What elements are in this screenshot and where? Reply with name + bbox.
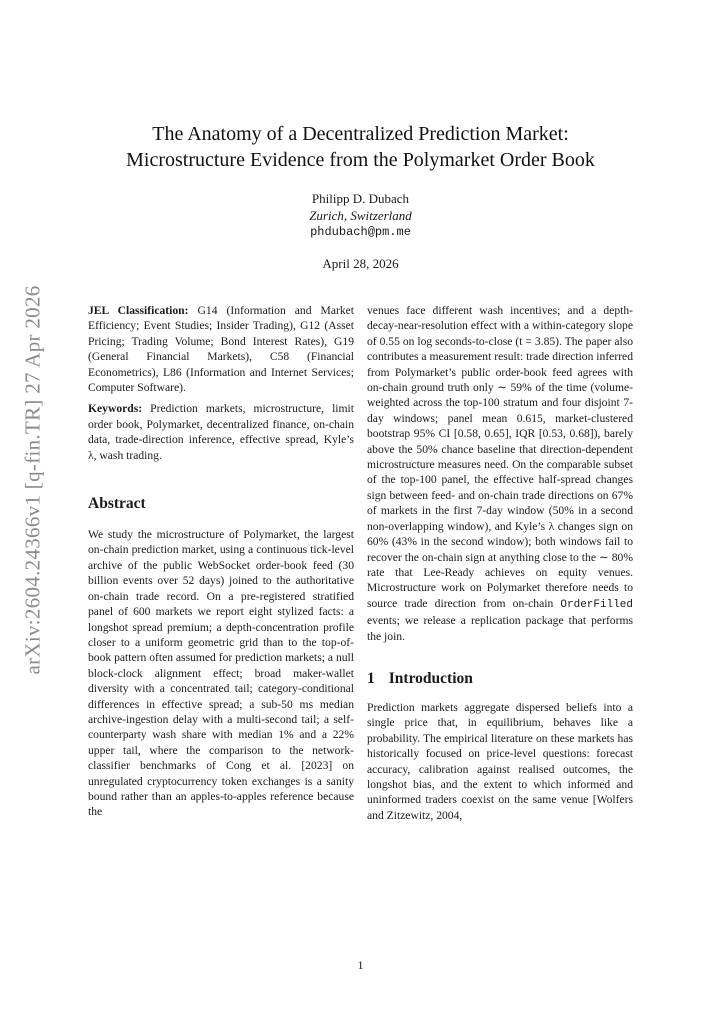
introduction-text: Prediction markets aggregate dispersed beliefs into a single price that, in equilibrium, behaves like a probability. The empirical literature on these markets has historically focused on price-level questions: forecast accuracy, calibration against realised outcomes, the longshot bias, and the extent to which informed and uninformed traders coexist on the same venue [Wolfers and Zitzewitz, 2004, [367,700,633,822]
author-affiliation: Zurich, Switzerland [309,208,412,223]
right-column [367,303,633,823]
section-number: 1 [367,669,375,687]
keywords-label: Keywords: [88,402,143,416]
arxiv-identifier: arXiv:2604.24366v1 [q-fin.TR] 27 Apr 2026 [20,285,45,675]
page-number: 1 [357,958,364,972]
paper-date: April 28, 2026 [322,256,399,271]
abstract-closing: events; we release a replication package that performs the join. [367,614,633,643]
jel-text: G14 (Information and Market Efficiency; Event Studies; Insider Trading), G12 (Asset Pricing; Trading Volume; Bond Interest Rates), G19 (General Financial Markets), C58 (Financial Econometrics), L86 (Information and Internet Services; Computer Software). [88,304,355,395]
abstract-text-left: We study the microstructure of Polymarket, the largest on-chain prediction market, using a continuous tick-level archive of the public WebSocket order-book feed (30 billion events over 52 days) joined to the authoritative on-chain trade record. On a pre-registered stratified panel of 600 markets we report eight stylized facts: a longshot spread premium; a depth-concentration profile closer to a uniform geometric grid than to the top-of-book pattern often assumed for prediction markets; a null block-clock alignment effect; broad maker-wallet diversity with a concentrated tail; category-conditional differences in effective spread; a sub-50 ms median archive-ingestion delay with a multi-second tail; a self-counterparty wash share with median 1% and a 22% upper tail, where the comparison to the network-classifier benchmarks of Cong et al. [2023] on unregulated cryptocurrency token exchanges is a sanity bound rather than an apples-to-apples reference because the [88,528,354,819]
keywords-text: Prediction markets, microstructure, limit order book, Polymarket, decentralized finance, on-chain data, trade-direction inference, effective spread, Kyle’s λ, wash trading. [88,402,354,462]
orderfilled-code: OrderFilled [560,598,634,611]
keywords [88,401,354,463]
left-column [88,303,354,820]
author-block [80,190,641,241]
introduction-heading [367,669,633,689]
title-line-1: The Anatomy of a Decentralized Prediction Market: [152,123,569,145]
author-name: Philipp D. Dubach [311,191,410,206]
abstract-text-right [367,303,633,644]
arxiv-sidebar [18,270,48,690]
author-email: phdubach@pm.me [310,225,411,239]
abstract-heading: Abstract [88,495,146,513]
section-title: Introduction [388,669,473,687]
jel-classification [88,303,354,395]
title-line-2: Microstructure Evidence from the Polymarket Order Book [126,149,595,171]
jel-label: JEL Classification: [88,304,189,317]
abstract-continuation: venues face different wash incentives; and a depth-decay-near-resolution effect with a within-category slope of 0.55 on log seconds-to-close (t = 3.85). The paper also contributes a measurement result: trade direction inferred from Polymarket’s public order-book feed agrees with on-chain ground truth only ∼ 59% of the time (volume-weighted across the top-100 stratum and four disjoint 7-day windows; panel mean 0.615, market-clustered bootstrap 95% CI [0.58, 0.65], IQR [0.53, 0.68]), barely above the 50% chance baseline that direction-dependent microstructure measures need. On the comparable subset of the top-100 panel, the effective half-spread changes sign between feed- and on-chain trade directions on 67% of markets in the first 7-day window (50% in a second non-overlapping window), and Kyle’s λ changes sign on 60% (43% in the second window); both windows fail to recover the on-chain sign at anything close to the ∼ 80% rate that Lee-Ready achieves on equity venues. Microstructure work on Polymarket therefore needs to source trade direction from on-chain [367,304,633,610]
paper-title [80,121,641,173]
